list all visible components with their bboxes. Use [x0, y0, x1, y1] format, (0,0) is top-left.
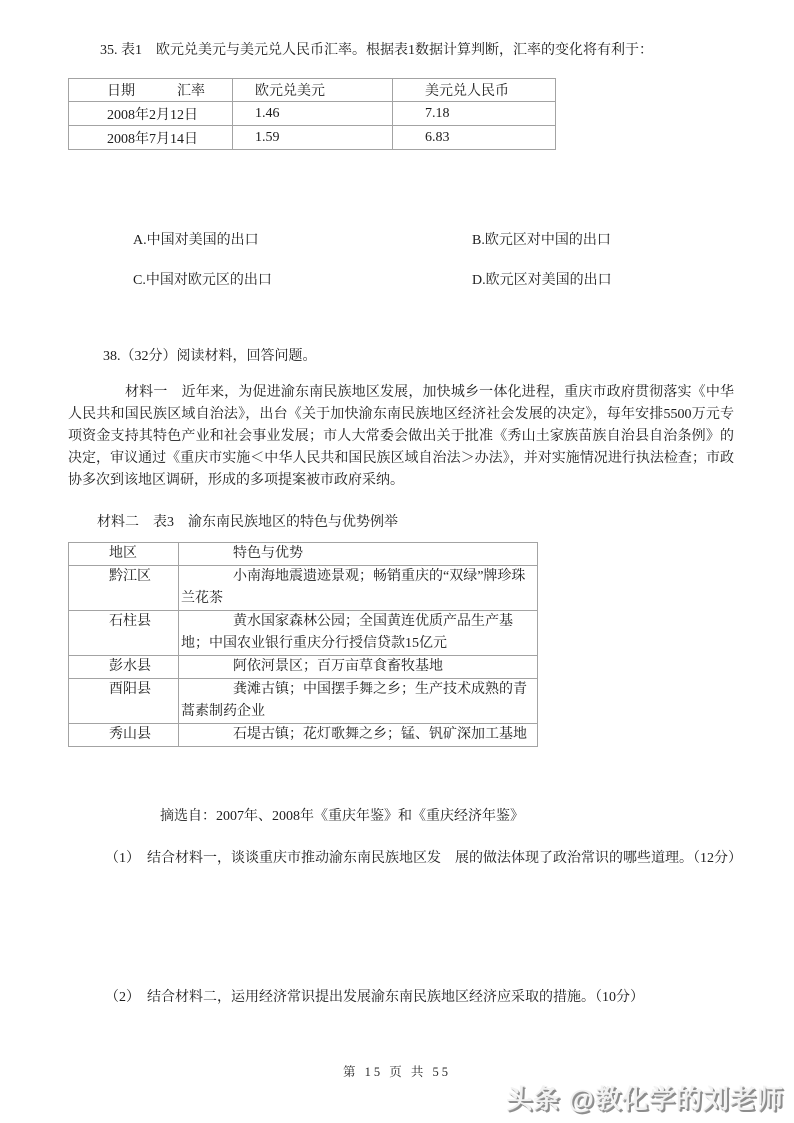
table-header-row: [69, 79, 556, 102]
table-row: [69, 679, 538, 724]
t2-region-4: 酉阳县: [69, 679, 179, 724]
page-number: 第 15 页 共 55: [342, 1065, 451, 1079]
sub-question-2: （2） 结合材料二，运用经济常识提出发展渝东南民族地区经济应采取的措施。（10分）: [105, 990, 644, 1005]
question-38-stem: 38.（32分）阅读材料，回答问题。: [103, 349, 317, 364]
t1-eurusd-2: 1.59: [233, 126, 393, 150]
t1-header-eur-usd: 欧元兑美元: [233, 79, 393, 102]
question-35-stem: 35. 表1 欧元兑美元与美元兑人民币汇率。根据表1数据计算判断，汇率的变化将有利于：: [100, 43, 653, 58]
t2-features-1: 小南海地震遗迹景观；畅销重庆的“双绿”牌珍珠兰花茶: [179, 566, 538, 611]
table-row: [69, 566, 538, 611]
sub-question-1: （1） 结合材料一，谈谈重庆市推动渝东南民族地区发 展的做法体现了政治常识的哪些道理。（12分）: [105, 851, 742, 866]
exchange-rate-table: [68, 78, 556, 150]
material-2-title: 材料二 表3 渝东南民族地区的特色与优势例举: [97, 515, 398, 530]
t2-features-3: 阿依河景区；百万亩草食畜牧基地: [179, 656, 538, 679]
t1-date-1: 2008年2月12日: [69, 102, 233, 126]
t2-region-3: 彭水县: [69, 656, 179, 679]
option-c: C.中国对欧元区的出口: [133, 273, 272, 288]
t2-region-5: 秀山县: [69, 724, 179, 747]
source-citation: 摘选自：2007年、2008年《重庆年鉴》和《重庆经济年鉴》: [160, 809, 524, 824]
region-features-table: [68, 542, 538, 747]
table-header-row: [69, 543, 538, 566]
table-row: [69, 724, 538, 747]
t1-usdcny-1: 7.18: [393, 102, 556, 126]
t1-date-2: 2008年7月14日: [69, 126, 233, 150]
material-1-paragraph: 材料一 近年来，为促进渝东南民族地区发展，加快城乡一体化进程，重庆市政府贯彻落实《中华人民共和国民族区域自治法》，出台《关于加快渝东南民族地区经济社会发展的决定》，每年安排5500万元专项资金支持其特色产业和社会事业发展；市人大常委会做出关于批准《秀山土家族苗族自治县自治条例》的决定，审议通过《重庆市实施＜中华人民共和国民族区域自治法＞办法》，并对实施情况进行执法检查；市政协多次到该地区调研，形成的多项提案被市政府采纳。: [68, 385, 734, 488]
table-row: [69, 656, 538, 679]
table-row: [69, 126, 556, 150]
t2-header-features: 特色与优势: [179, 543, 538, 566]
t2-features-5: 石堤古镇；花灯歌舞之乡；锰、钒矿深加工基地: [179, 724, 538, 747]
t1-header-date-rate: 日期 汇率: [69, 79, 233, 102]
t1-eurusd-1: 1.46: [233, 102, 393, 126]
t1-usdcny-2: 6.83: [393, 126, 556, 150]
t1-header-usd-cny: 美元兑人民币: [393, 79, 556, 102]
table-row: [69, 102, 556, 126]
option-d: D.欧元区对美国的出口: [472, 273, 612, 288]
table-row: [69, 611, 538, 656]
t2-features-2: 黄水国家森林公园；全国黄连优质产品生产基地；中国农业银行重庆分行授信贷款15亿元: [179, 611, 538, 656]
t2-features-4: 龚滩古镇；中国摆手舞之乡；生产技术成熟的青蒿素制药企业: [179, 679, 538, 724]
t2-region-1: 黔江区: [69, 566, 179, 611]
watermark-text: 头条 @教化学的刘老师: [506, 1084, 784, 1114]
t2-header-region: 地区: [69, 543, 179, 566]
option-a: A.中国对美国的出口: [133, 233, 259, 248]
t2-region-2: 石柱县: [69, 611, 179, 656]
option-b: B.欧元区对中国的出口: [472, 233, 611, 248]
